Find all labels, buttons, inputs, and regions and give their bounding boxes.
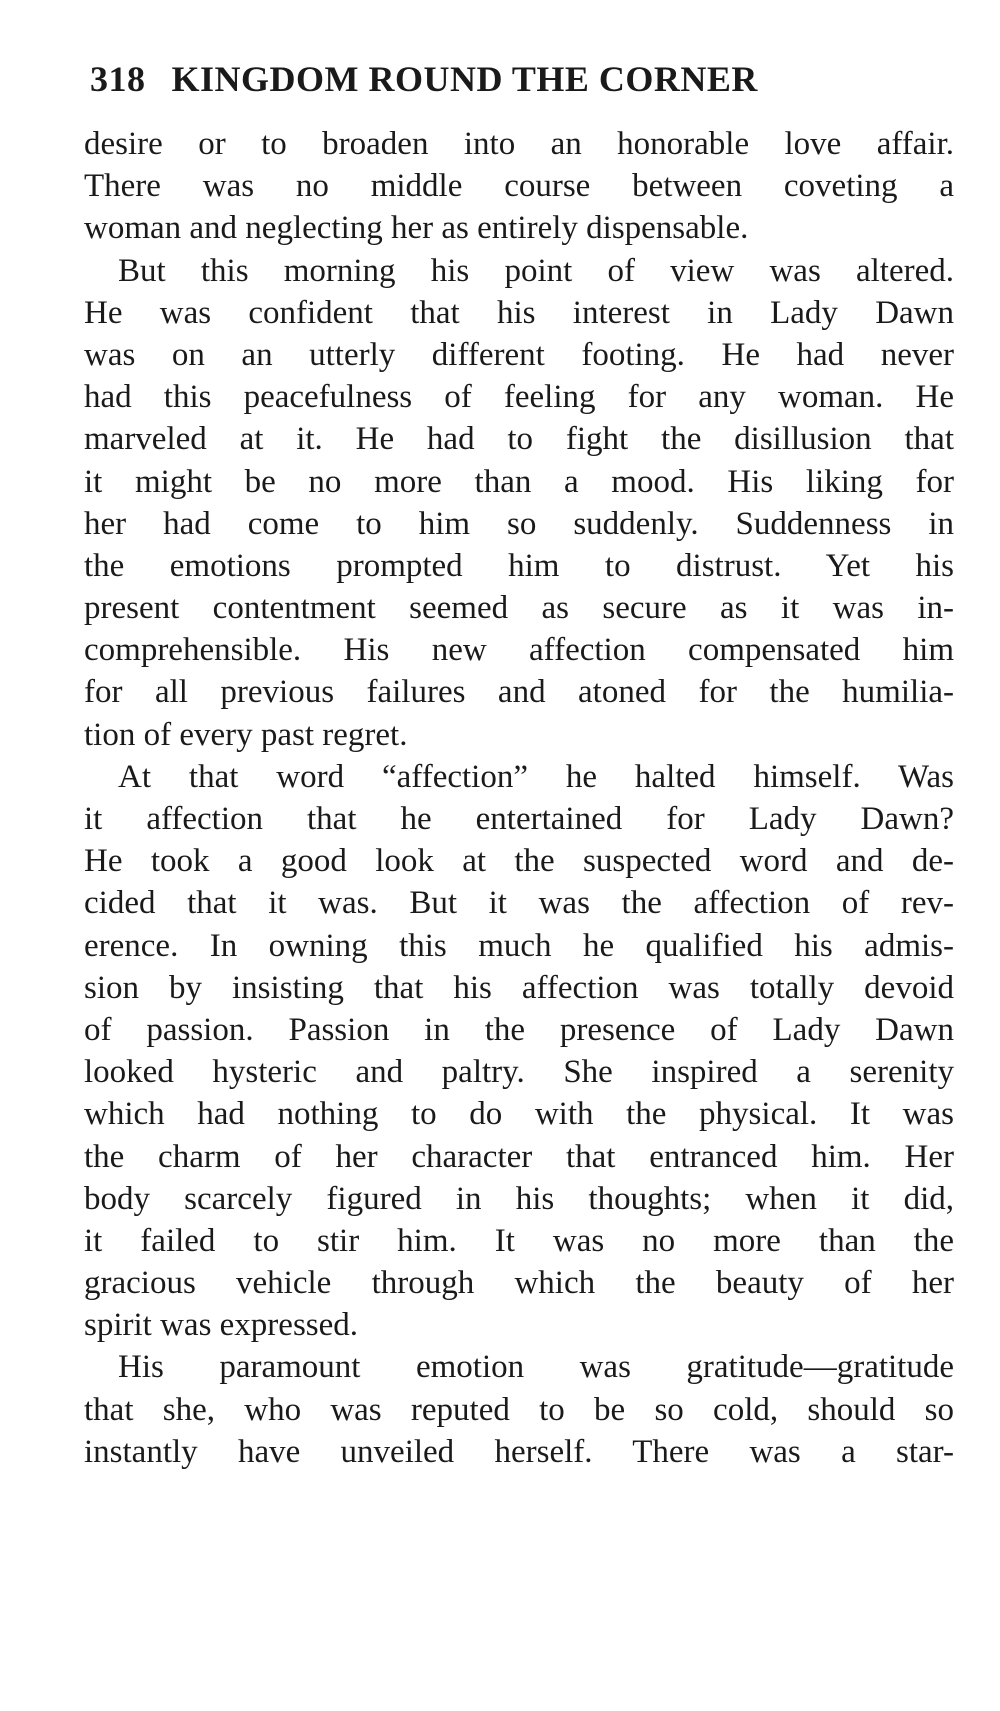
text-line: There was no middle course between coveting a (84, 168, 954, 205)
text-line: that she, who was reputed to be so cold, should so (84, 1391, 954, 1428)
text-line: it failed to stir him. It was no more than the (84, 1222, 954, 1259)
paragraph (84, 123, 954, 250)
text-line: erence. In owning this much he qualified his admis- (84, 927, 954, 964)
text-line: comprehensible. His new affection compensated him (84, 632, 954, 669)
paragraph (84, 756, 954, 1347)
text-line: spirit was expressed. (84, 1307, 359, 1344)
text-line: tion of every past regret. (84, 716, 408, 753)
text-line: present contentment seemed as secure as it was in- (84, 590, 954, 627)
text-line: woman and neglecting her as entirely dispensable. (84, 210, 749, 247)
text-line: He was confident that his interest in Lady Dawn (84, 294, 954, 331)
text-line: for all previous failures and atoned for the humilia- (84, 674, 954, 711)
text-line: sion by insisting that his affection was totally devoid (84, 969, 954, 1006)
text-line: cided that it was. But it was the affection of rev- (84, 885, 954, 922)
text-line: her had come to him so suddenly. Suddenness in (84, 505, 954, 542)
text-line: looked hysteric and paltry. She inspired a serenity (84, 1054, 954, 1091)
text-line: the emotions prompted him to distrust. Yet his (84, 547, 954, 584)
text-line: But this morning his point of view was altered. (118, 252, 954, 289)
text-line: was on an utterly different footing. He had never (84, 336, 954, 373)
text-line: the charm of her character that entranced him. Her (84, 1138, 954, 1175)
body-text (84, 123, 954, 1473)
text-line: instantly have unveiled herself. There was a star- (84, 1433, 954, 1470)
running-head (90, 58, 758, 100)
text-line: of passion. Passion in the presence of Lady Dawn (84, 1011, 954, 1048)
text-line: it might be no more than a mood. His liking for (84, 463, 954, 500)
text-line: had this peacefulness of feeling for any woman. He (84, 379, 954, 416)
text-line: body scarcely figured in his thoughts; when it did, (84, 1180, 954, 1217)
text-line: which had nothing to do with the physical. It was (84, 1096, 954, 1133)
text-line: He took a good look at the suspected word and de- (84, 843, 954, 880)
paragraph (84, 1346, 954, 1473)
text-line: At that word “affection” he halted himself. Was (118, 758, 954, 795)
text-line: marveled at it. He had to fight the disillusion that (84, 421, 954, 458)
page-number: 318 (90, 59, 146, 99)
text-line: gracious vehicle through which the beauty of her (84, 1265, 954, 1302)
text-line: His paramount emotion was gratitude—gratitude (118, 1349, 954, 1386)
paragraph (84, 250, 954, 756)
text-line: it affection that he entertained for Lady Dawn? (84, 801, 954, 837)
running-title: KINGDOM ROUND THE CORNER (171, 59, 758, 99)
text-line: desire or to broaden into an honorable love affair. (84, 126, 954, 162)
